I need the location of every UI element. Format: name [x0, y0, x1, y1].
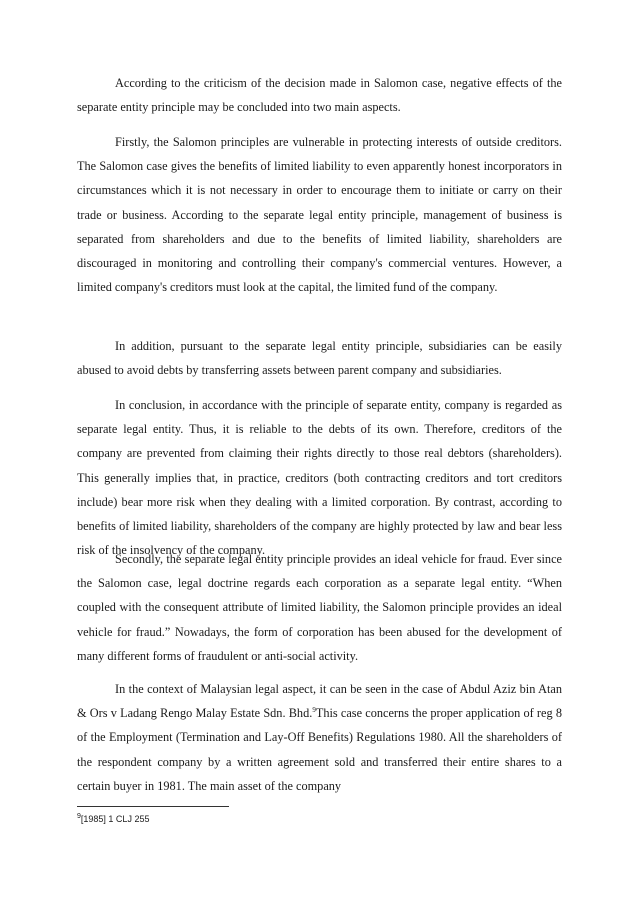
paragraph-secondly: Secondly, the separate legal entity principle provides an ideal vehicle for fraud. Ever since the Salomon case, legal doctrine regards each corporation as a separate legal entity. “When coupled with the consequent attribute of limited liability, the Salomon principle provides an ideal vehicle for fraud.” Nowadays, the form of corporation has been abused for the development of many different forms of fraudulent or anti-social activity. — [77, 552, 562, 663]
paragraph-text-before-ref: In the context of Malaysian legal aspect, it can be seen in the case of Abdul Aziz bin Atan & Ors v Ladang Rengo Malay Estate Sdn. Bhd. — [77, 682, 562, 721]
paragraph-in-conclusion: In conclusion, in accordance with the principle of separate entity, company is regarded as separate legal entity. Thus, it is reliable to the debts of its own. Therefore, creditors of the company are prevented from claiming their rights directly to those real debtors (shareholders). This generally implies that, in practice, creditors (both contracting creditors and tort creditors include) bear more risk when they dealing with a limited corporation. By contrast, according to benefits of limited liability, shareholders of the company are highly protected by law and bear less risk of the insolvency of the company. — [77, 398, 562, 558]
paragraph-firstly: Firstly, the Salomon principles are vulnerable in protecting interests of outside creditors. The Salomon case gives the benefits of limited liability to even apparently honest incorporators in circumstances which it is not necessary in order to encourage them to initiate or carry on their trade or business. According to the separate legal entity principle, management of business is separated from shareholders and due to the benefits of limited liability, shareholders are discouraged in monitoring and controlling their company's commercial ventures. However, a limited company's creditors must look at the capital, the limited fund of the company. — [77, 135, 562, 295]
footnote-mark: 9 — [77, 813, 81, 820]
paragraph-text-after-ref: This case concerns the proper application of reg 8 of the Employment (Termination and Lay-Off Benefits) Regulations 1980. All the shareholders of the respondent company by a written agreement sold and transferred their entire shares to a certain buyer in 1981. The main asset of the company — [77, 706, 562, 793]
paragraph-in-addition: In addition, pursuant to the separate legal entity principle, subsidiaries can be easily abused to avoid debts by transferring assets between parent company and subsidiaries. — [77, 339, 562, 378]
footnote-reference-mark: 9 — [312, 706, 316, 715]
footnote-text: [1985] 1 CLJ 255 — [80, 814, 150, 824]
paragraph-malaysian-context — [77, 677, 562, 798]
footnote-separator — [77, 806, 229, 807]
footnote — [77, 814, 149, 824]
paragraph-intro: According to the criticism of the decision made in Salomon case, negative effects of the separate entity principle may be concluded into two main aspects. — [77, 76, 562, 115]
